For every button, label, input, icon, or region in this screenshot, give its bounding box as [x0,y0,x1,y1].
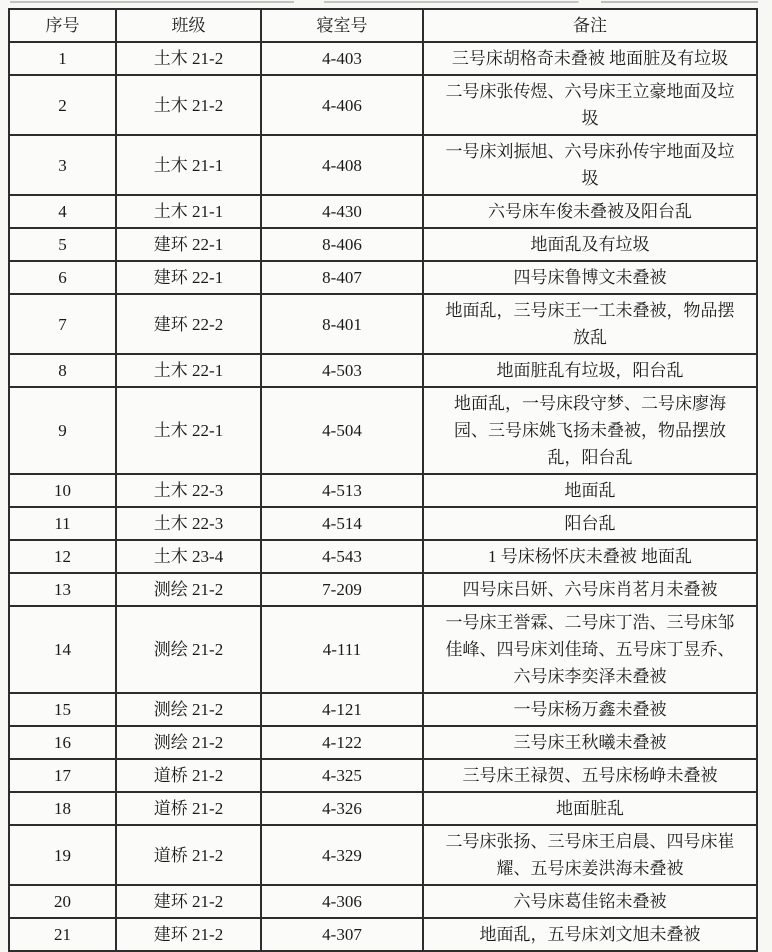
cell-class: 道桥 21-2 [116,792,261,825]
cell-remarks: 地面乱，五号床刘文旭未叠被 [423,918,757,951]
cell-dorm-room: 4-306 [261,885,423,918]
cell-remarks: 地面乱，三号床王一工未叠被，物品摆放乱 [423,294,757,354]
table-row [9,792,757,825]
table-row [9,195,757,228]
cell-remarks: 六号床葛佳铭未叠被 [423,885,757,918]
cell-class: 土木 23-4 [116,540,261,573]
cell-dorm-room: 8-407 [261,261,423,294]
cell-dorm-room: 4-111 [261,606,423,693]
cell-dorm-room: 4-503 [261,354,423,387]
cell-serial-number: 8 [9,354,116,387]
cell-dorm-room: 8-406 [261,228,423,261]
cell-class: 土木 21-1 [116,195,261,228]
cell-class: 建环 22-2 [116,294,261,354]
cell-class: 道桥 21-2 [116,825,261,885]
cell-serial-number: 3 [9,135,116,195]
table-row [9,885,757,918]
table-row [9,507,757,540]
cell-serial-number: 16 [9,726,116,759]
cell-remarks: 一号床杨万鑫未叠被 [423,693,757,726]
cell-class: 建环 21-2 [116,918,261,951]
cell-class: 道桥 21-2 [116,759,261,792]
cell-dorm-room: 7-209 [261,573,423,606]
cell-serial-number: 6 [9,261,116,294]
cell-remarks: 地面乱，一号床段守梦、二号床廖海园、三号床姚飞扬未叠被，物品摆放乱，阳台乱 [423,387,757,474]
cell-dorm-room: 4-325 [261,759,423,792]
cell-remarks: 地面乱 [423,474,757,507]
cell-serial-number: 9 [9,387,116,474]
table-row [9,693,757,726]
cell-dorm-room: 4-121 [261,693,423,726]
cell-dorm-room: 4-408 [261,135,423,195]
table-row [9,228,757,261]
cell-class: 建环 22-1 [116,261,261,294]
cell-dorm-room: 4-513 [261,474,423,507]
cell-serial-number: 2 [9,75,116,135]
cell-class: 土木 22-3 [116,474,261,507]
cell-serial-number: 7 [9,294,116,354]
table-row [9,135,757,195]
cell-serial-number: 21 [9,918,116,951]
table-row [9,75,757,135]
cell-class: 建环 21-2 [116,885,261,918]
cell-serial-number: 13 [9,573,116,606]
header-serial-number: 序号 [9,9,116,42]
cell-remarks: 四号床鲁博文未叠被 [423,261,757,294]
cell-remarks: 阳台乱 [423,507,757,540]
dorm-inspection-table [8,8,758,952]
cell-class: 测绘 21-2 [116,573,261,606]
cell-remarks: 二号床张扬、三号床王启晨、四号床崔耀、五号床姜洪海未叠被 [423,825,757,885]
cell-remarks: 三号床胡格奇未叠被 地面脏及有垃圾 [423,42,757,75]
table-row [9,294,757,354]
header-dorm-room: 寝室号 [261,9,423,42]
cell-dorm-room: 4-326 [261,792,423,825]
cell-dorm-room: 4-403 [261,42,423,75]
cell-serial-number: 17 [9,759,116,792]
table-row [9,540,757,573]
cell-class: 土木 22-1 [116,387,261,474]
cell-remarks: 三号床王禄贺、五号床杨峥未叠被 [423,759,757,792]
cell-remarks: 地面脏乱 [423,792,757,825]
cell-serial-number: 14 [9,606,116,693]
cell-class: 土木 21-1 [116,135,261,195]
cell-dorm-room: 4-329 [261,825,423,885]
cell-serial-number: 12 [9,540,116,573]
table-row [9,474,757,507]
table-row [9,606,757,693]
cell-dorm-room: 4-543 [261,540,423,573]
table-row [9,918,757,951]
cell-class: 土木 21-2 [116,75,261,135]
table-row [9,759,757,792]
header-remarks: 备注 [423,9,757,42]
table-row [9,261,757,294]
cell-dorm-room: 8-401 [261,294,423,354]
cell-remarks: 一号床王誉霖、二号床丁浩、三号床邹佳峰、四号床刘佳琦、五号床丁昱乔、六号床李奕泽未叠被 [423,606,757,693]
cell-class: 土木 22-3 [116,507,261,540]
table-row [9,726,757,759]
cell-serial-number: 19 [9,825,116,885]
cell-remarks: 地面乱及有垃圾 [423,228,757,261]
table-row [9,825,757,885]
cell-serial-number: 15 [9,693,116,726]
cell-class: 测绘 21-2 [116,606,261,693]
cell-remarks: 四号床吕妍、六号床肖茗月未叠被 [423,573,757,606]
cell-class: 建环 22-1 [116,228,261,261]
cell-remarks: 三号床王秋曦未叠被 [423,726,757,759]
cell-class: 土木 22-1 [116,354,261,387]
cell-serial-number: 10 [9,474,116,507]
cell-serial-number: 11 [9,507,116,540]
cell-serial-number: 5 [9,228,116,261]
cell-dorm-room: 4-307 [261,918,423,951]
table-row [9,387,757,474]
cell-class: 土木 21-2 [116,42,261,75]
cell-class: 测绘 21-2 [116,693,261,726]
cell-class: 测绘 21-2 [116,726,261,759]
table-row [9,573,757,606]
cell-serial-number: 18 [9,792,116,825]
cell-remarks: 六号床车俊未叠被及阳台乱 [423,195,757,228]
table-body [9,42,757,951]
cell-remarks: 一号床刘振旭、六号床孙传宇地面及垃圾 [423,135,757,195]
cell-dorm-room: 4-504 [261,387,423,474]
cell-dorm-room: 4-514 [261,507,423,540]
cell-serial-number: 4 [9,195,116,228]
cell-remarks: 地面脏乱有垃圾，阳台乱 [423,354,757,387]
cell-dorm-room: 4-122 [261,726,423,759]
table-row [9,42,757,75]
cell-dorm-room: 4-430 [261,195,423,228]
cell-dorm-room: 4-406 [261,75,423,135]
cell-serial-number: 20 [9,885,116,918]
table-row [9,354,757,387]
cell-serial-number: 1 [9,42,116,75]
header-class: 班级 [116,9,261,42]
header-row [9,9,757,42]
cell-remarks: 二号床张传煜、六号床王立豪地面及垃圾 [423,75,757,135]
cropped-row-edge [10,1,758,3]
cell-remarks: 1 号床杨怀庆未叠被 地面乱 [423,540,757,573]
